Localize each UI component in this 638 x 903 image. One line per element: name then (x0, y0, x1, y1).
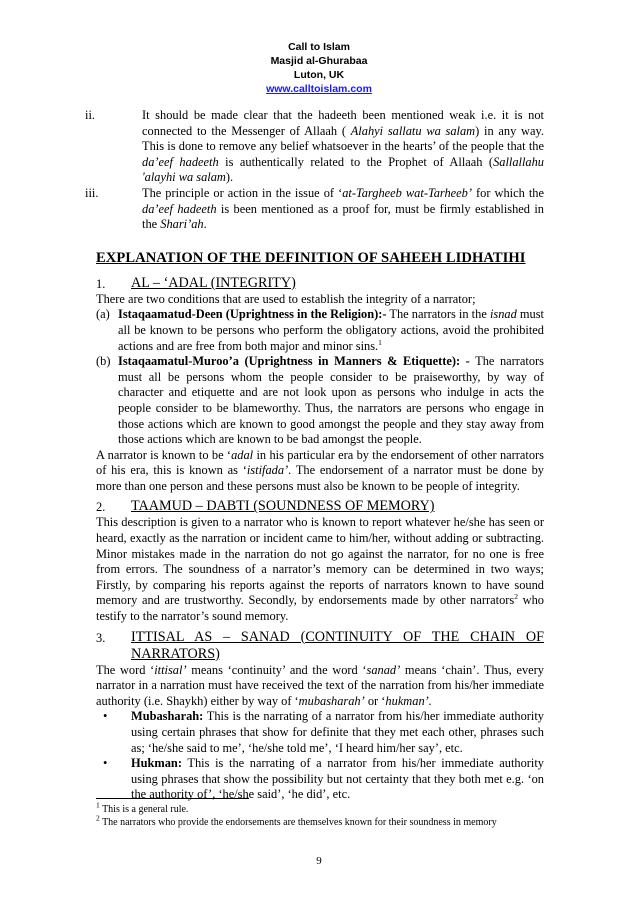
page-body (85, 108, 545, 803)
header-website-link[interactable]: www.calltoislam.com (266, 83, 372, 95)
header-org: Call to Islam (288, 41, 350, 53)
list-number: iii. (85, 185, 99, 200)
heading-text: ITTISAL AS – SANAD (CONTINUITY OF THE CHAIN OF (131, 628, 544, 645)
condition-b: (b) Istaqaamatul-Muroo’a (Uprightness in Manners & Etiquette): - The narrators must all be persons whom the people consider to be praiseworthy, by way of character and etiquette and are not look upon as persons who indulge in acts the people consider to be blameworthy. Thus, the narrators are persons who engage in those actions which are known to good amongst the people and they stay away from those actions which are known to be bad amongst the people. (96, 354, 544, 447)
page-number: 9 (316, 855, 322, 867)
section-title: EXPLANATION OF THE DEFINITION OF SAHEEH LIDHATIHI (96, 249, 526, 266)
adal-intro: There are two conditions that are used to establish the integrity of a narrator; (96, 291, 476, 306)
bullet-icon: • (103, 756, 108, 771)
condition-a: (a) Istaqaamatud-Deen (Uprightness in the Religion):- The narrators in the isnad must all be known to be persons who perform the obligatory actions, avoid the prohibited actions and are free from both major and minor sins.$^1$ (96, 307, 545, 353)
list-number: ii. (85, 108, 95, 122)
header-masjid: Masjid al-Ghurabaa (270, 55, 368, 67)
bullet-icon: • (103, 709, 108, 724)
heading-continuity-line2: NARRATORS) (131, 645, 220, 662)
footnote-2: $^2$ The narrators who provide the endorsements are themselves known for their soundness in memory (96, 813, 497, 828)
heading-number: 2. (96, 500, 106, 515)
heading-integrity (96, 275, 544, 292)
heading-number: 3. (96, 630, 106, 645)
list-item-ii: ii. It should be made clear that the hadeeth been mentioned weak i.e. it is not connected to the Messenger of Allaah ( Alahyi sallatu wa salam) in any way. This is done to remove any belief whatsoever in the hearts’ of the people that the da’eef hadeeth is authentically related to the Prophet of Allaah (Sallallahu 'alayhi wa salam). (85, 108, 545, 185)
bullet-mubasharah: • Mubasharah: This is the narrating of a narrator from his/her immediate authority using certain phrases that show for definite that they met each other, phrases such as; ‘he/she said to me’, ‘he/she told me’, ‘I heard him/her say’, etc. (103, 709, 544, 755)
footnote-1: $^1$ This is a general rule. (96, 800, 189, 815)
list-item-iii: iii. The principle or action in the issue of ‘at-Targheeb wat-Tarheeb’ for which the da’eef hadeeth is been mentioned as a proof for, must be firmly established in the Shari’ah. (85, 185, 544, 232)
heading-continuity (96, 629, 544, 646)
dabti-paragraph: This description is given to a narrator who is known to report whatever he/she has seen or heard, exactly as the narration or incident came to him/her, without adding or subtracting. Minor mistakes made in the narration do not go against the narrator, for no one is free from errors. The soundness of a narrator’s memory can be determined in two ways; Firstly, by comparing his reports against the reports of narrators known to have sound memory and are trustworthy. Secondly, by endorsements made by other narrators$^2$ who testify to the narrator’s sound memory. (96, 515, 544, 624)
footnote-ref-2[interactable]: 2 (514, 592, 518, 602)
bullet-hukman: • Hukman: This is the narrating of a narrator from his/her immediate authority using phrases that show the possibility but not certainty that they both met e.g. ‘on the authority of’, ‘he/she said’, ‘he did’, etc. (103, 756, 544, 802)
ittisal-paragraph: The word ‘ittisal’ means ‘continuity’ and the word ‘sanad’ means ‘chain’. Thus, every narrator in a narration must have received the text of the narration from his/her immediate authority (i.e. Shaykh) either by way of ‘mubasharah’ or ‘hukman’. (96, 662, 544, 708)
footnote-divider (96, 798, 249, 799)
heading-number: 1. (96, 276, 106, 291)
heading-text: AL – ‘ADAL (INTEGRITY) (131, 274, 296, 291)
footnote-ref-1[interactable]: 1 (378, 337, 382, 347)
header-location: Luton, UK (293, 69, 345, 81)
heading-memory (96, 498, 544, 515)
footnotes (96, 800, 544, 829)
adal-paragraph: A narrator is known to be ‘adal in his particular era by the endorsement of other narrators of his era, this is known as ‘istifada’. The endorsement of a narrator must be done by more than one person and these persons must also be known to be people of integrity. (96, 447, 544, 493)
page-header (0, 40, 638, 96)
heading-text: TAAMUD – DABTI (SOUNDNESS OF MEMORY) (131, 498, 435, 515)
